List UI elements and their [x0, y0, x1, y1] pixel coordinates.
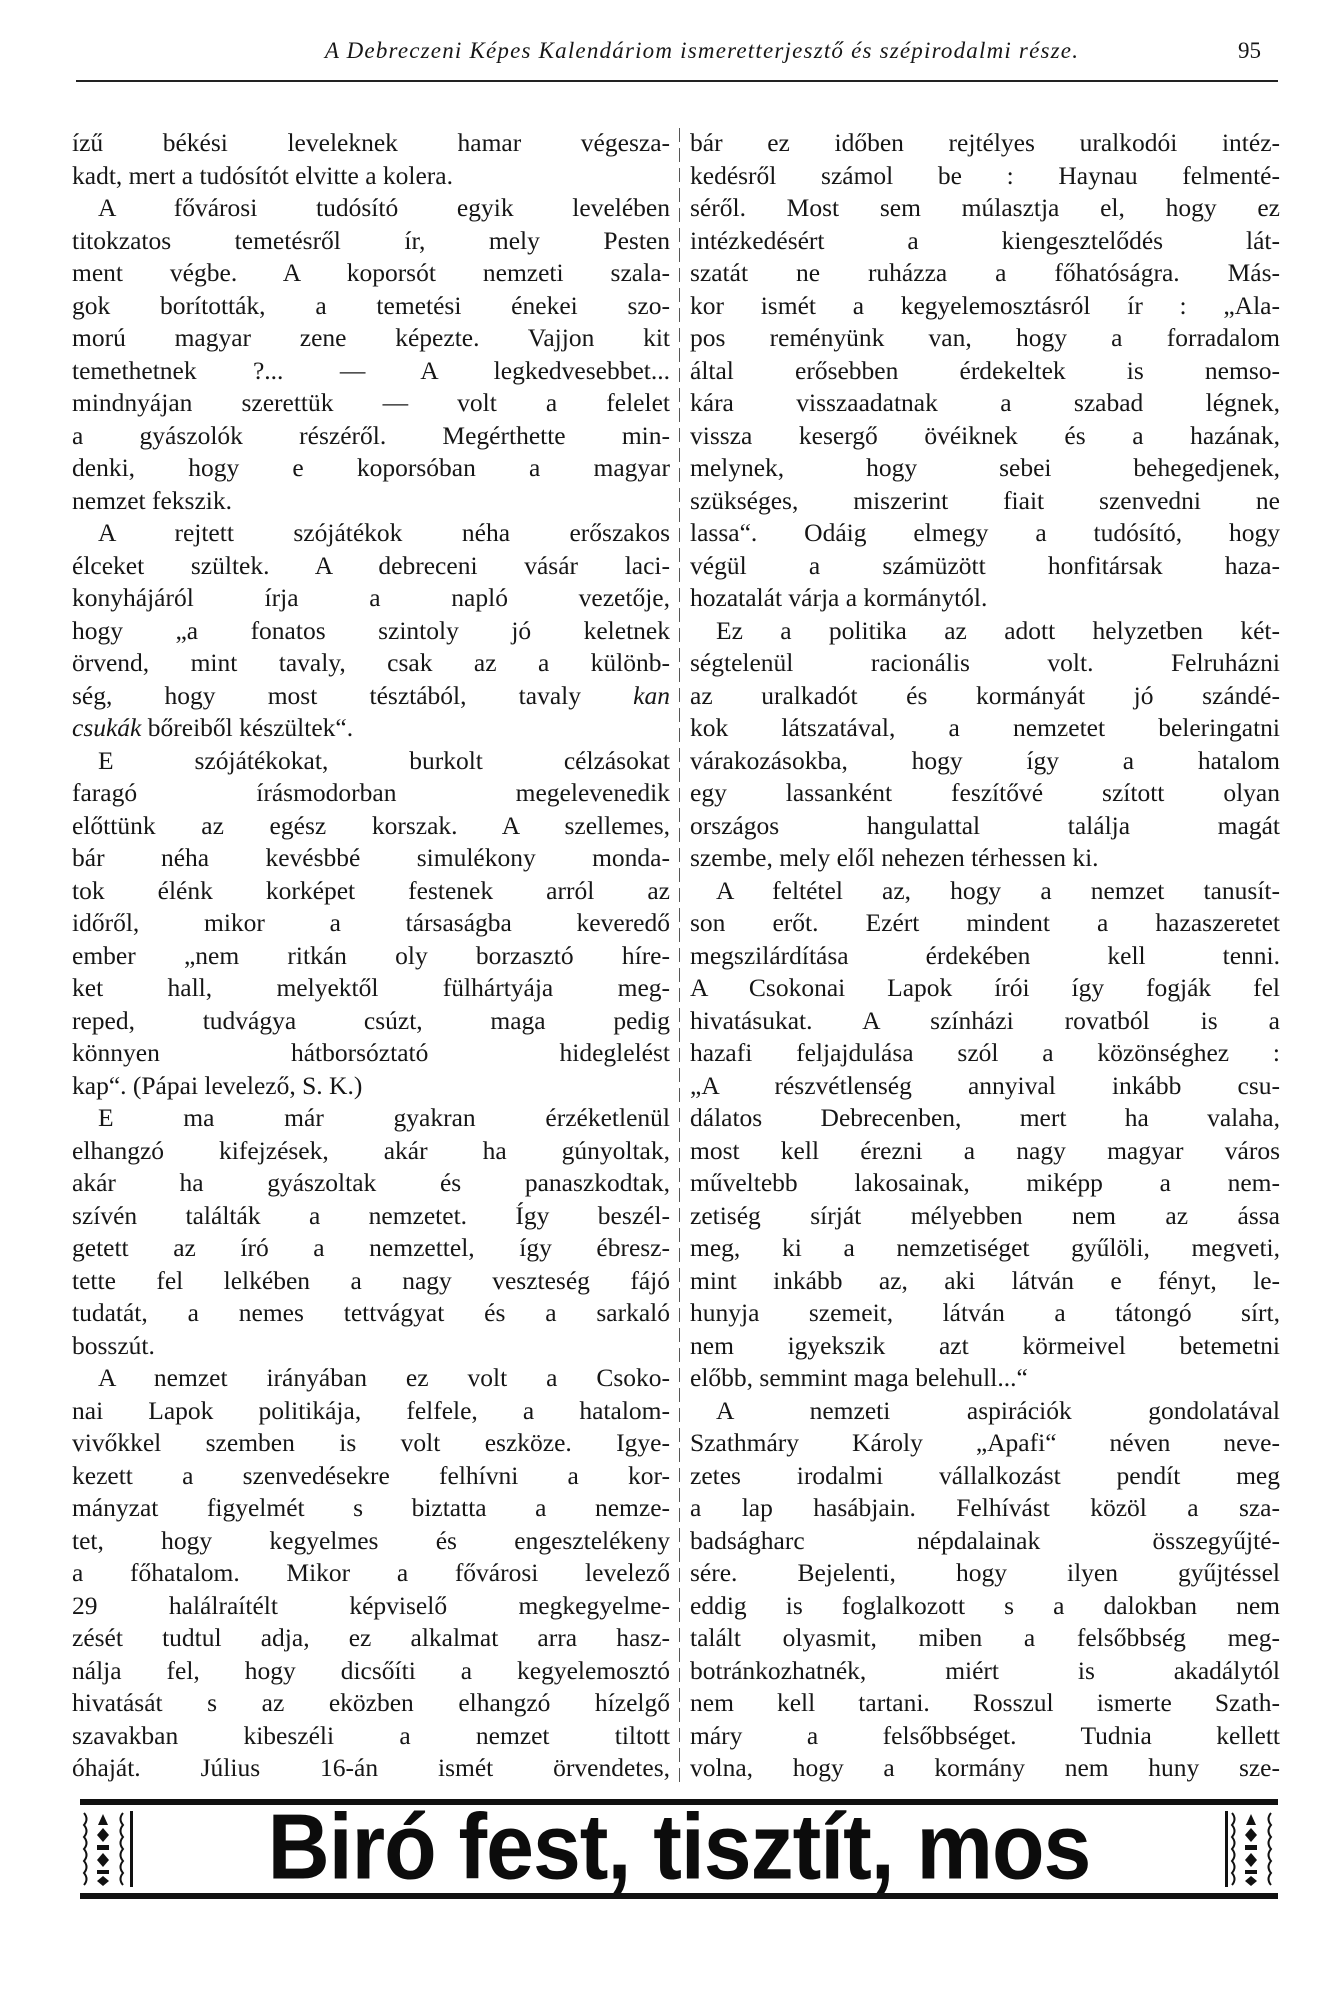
column-divider — [679, 128, 680, 1788]
text-line: botránkozhatnék, miért is akadálytól — [690, 1655, 1280, 1685]
text-line: tet, hogy kegyelmes és engesztelékeny — [72, 1525, 670, 1555]
text-line: titokzatos temetésről ír, mely Pesten — [72, 225, 670, 255]
page-number: 95 — [1238, 38, 1261, 63]
text-line: A nemzet irányában ez volt a Csoko- — [98, 1363, 670, 1392]
text-line: tok élénk korképet festenek arról az — [72, 875, 670, 905]
text-line: országos hangulattal találja magát — [690, 810, 1280, 840]
text-line: nemzet fekszik. — [72, 485, 233, 515]
text-line: pos reményünk van, hogy a forradalom — [690, 323, 1280, 352]
text-line: ember „nem ritkán oly borzasztó híre- — [72, 940, 670, 970]
text-line: zését tudtul adja, ez alkalmat arra hasz- — [72, 1623, 670, 1652]
right-column — [690, 127, 1280, 1785]
text-line: denki, hogy e koporsóban a magyar — [72, 453, 670, 482]
text-line: nai Lapok politikája, felfele, a hatalom- — [72, 1395, 670, 1425]
text-line: zetes irodalmi vállalkozást pendít meg — [690, 1460, 1280, 1490]
text-line: tudatát, a nemes tettvágyat és a sarkaló — [72, 1298, 670, 1327]
text-line: nem igyekszik azt körmeivel betemetni — [690, 1330, 1280, 1360]
advertisement-banner — [80, 1795, 1278, 1899]
text-line: most kell érezni a nagy magyar város — [690, 1135, 1280, 1165]
text-line: kap“. (Pápai levelező, S. K.) — [72, 1070, 363, 1100]
advertisement-slogan: Biró fest, tisztít, mos — [267, 1795, 1091, 1899]
text-line: ízű békési leveleknek hamar végesza- — [72, 128, 670, 157]
text-line: E szójátékokat, burkolt célzásokat — [98, 745, 670, 775]
text-line: morú magyar zene képezte. Vajjon kit — [72, 323, 670, 352]
text-line: faragó írásmodorban megelevenedik — [72, 778, 670, 807]
text-line: örvend, mint tavaly, csak az a különb- — [72, 648, 670, 677]
text-line: A Csokonai Lapok írói így fogják fel — [690, 973, 1280, 1002]
text-line: bár néha kevésbbé simulékony monda- — [72, 843, 670, 872]
text-line: ket hall, melyektől fülhártyája meg- — [72, 973, 670, 1002]
text-line: ségtelenül racionális volt. Felruházni — [690, 648, 1280, 677]
text-line: gok borították, a temetési énekei szo- — [72, 290, 670, 320]
running-head — [0, 38, 1338, 72]
text-line: szatát ne ruházza a főhatóságra. Más- — [690, 258, 1280, 287]
text-line: A rejtett szójátékok néha erőszakos — [98, 518, 670, 547]
text-line: ség, hogy most tésztából, tavaly kan — [72, 680, 670, 710]
ornament-border-left-icon — [80, 1811, 133, 1887]
text-line: műveltebb lakosainak, miképp a nem- — [690, 1168, 1280, 1197]
text-line: a gyászolók részéről. Megérthette min- — [72, 420, 670, 450]
text-line: kezett a szenvedésekre felhívni a kor- — [72, 1460, 670, 1490]
text-line: „A részvétlenség annyival inkább csu- — [690, 1070, 1280, 1100]
text-line: A feltétel az, hogy a nemzet tanusít- — [716, 875, 1280, 905]
text-line: badságharc népdalainak összegyűjté- — [690, 1525, 1280, 1555]
text-line: mint inkább az, aki látván e fényt, le- — [690, 1265, 1280, 1295]
text-line: élceket szültek. A debreceni vásár laci- — [72, 550, 670, 580]
text-line: eddig is foglalkozott s a dalokban nem — [690, 1590, 1280, 1620]
text-line: lassa“. Odáig elmegy a tudósító, hogy — [690, 518, 1280, 547]
running-title: A Debreczeni Képes Kalendáriom ismeretterjesztő és szépirodalmi része. — [324, 38, 1080, 63]
text-line: Szathmáry Károly „Apafi“ néven neve- — [690, 1428, 1280, 1457]
text-line: egy lassanként feszítővé szított olyan — [690, 778, 1280, 807]
text-line: talált olyasmit, miben a felsőbbség meg- — [690, 1623, 1280, 1652]
text-line: szívén találták a nemzetet. Így beszél- — [72, 1200, 670, 1230]
header-rule — [76, 80, 1278, 82]
text-line: máry a felsőbbséget. Tudnia kellett — [690, 1720, 1280, 1750]
text-line: reped, tudvágya csúzt, maga pedig — [72, 1005, 670, 1035]
text-line: óhaját. Július 16-án ismét örvendetes, — [72, 1753, 670, 1782]
text-line: nálja fel, hogy dicsőíti a kegyelemosztó — [72, 1655, 670, 1685]
text-line: könnyen hátborsóztató hideglelést — [72, 1038, 670, 1067]
text-line: kor ismét a kegyelemosztásról ír : „Ala- — [690, 290, 1280, 320]
text-line: kára visszaadatnak a szabad légnek, — [690, 388, 1280, 417]
text-line: időről, mikor a társaságba keveredő — [72, 908, 670, 937]
text-line: szavakban kibeszéli a nemzet tiltott — [72, 1720, 670, 1750]
text-line: bár ez időben rejtélyes uralkodói intéz- — [690, 128, 1280, 157]
left-column — [72, 127, 670, 1785]
text-line: hivatását s az eközben elhangzó hízelgő — [72, 1688, 670, 1717]
ornament-border-right-icon — [1225, 1811, 1278, 1887]
text-line: mányzat figyelmét s biztatta a nemze- — [72, 1493, 670, 1522]
text-line: előbb, semmint maga belehull...“ — [690, 1363, 1028, 1392]
text-line: tette fel lelkében a nagy veszteség fájó — [72, 1265, 670, 1295]
text-line: vissza kesergő övéiknek és a hazának, — [690, 420, 1280, 450]
text-line: várakozásokba, hogy így a hatalom — [690, 745, 1280, 775]
text-line: intézkedésért a kiengesztelődés lát- — [690, 225, 1280, 255]
text-line: hunyja szemeit, látván a tátongó sírt, — [690, 1298, 1280, 1327]
text-line: szükséges, miszerint fiait szenvedni ne — [690, 485, 1280, 515]
text-line: volna, hogy a kormány nem huny sze- — [690, 1753, 1280, 1782]
text-line: csukák bőreiből készültek“. — [72, 713, 354, 742]
text-line: melynek, hogy sebei behegedjenek, — [690, 453, 1280, 482]
text-line: a főhatalom. Mikor a fővárosi levelező — [72, 1558, 670, 1587]
text-line: son erőt. Ezért mindent a hazaszeretet — [690, 908, 1280, 937]
text-line: dálatos Debrecenben, mert ha valaha, — [690, 1103, 1280, 1132]
text-line: zetiség sírját mélyebben nem az ássa — [690, 1200, 1280, 1230]
text-line: 29 halálraítélt képviselő megkegyelme- — [72, 1590, 670, 1620]
text-line: séről. Most sem múlasztja el, hogy ez — [690, 193, 1280, 222]
text-line: temethetnek ?... — A legkedvesebbet... — [72, 355, 670, 385]
text-line: Ez a politika az adott helyzetben két- — [716, 615, 1280, 645]
text-line: szembe, mely elől nehezen térhessen ki. — [690, 843, 1099, 872]
text-line: az uralkadót és kormányát jó szándé- — [690, 680, 1280, 710]
text-line: nem kell tartani. Rosszul ismerte Szath- — [690, 1688, 1280, 1717]
text-line: kedésről számol be : Haynau felmenté- — [690, 160, 1280, 190]
text-line: hazafi feljajdulása szól a közönséghez : — [690, 1038, 1280, 1067]
text-line: E ma már gyakran érzéketlenül — [98, 1103, 670, 1132]
text-line: getett az író a nemzettel, így ébresz- — [72, 1233, 670, 1262]
text-line: bosszút. — [72, 1330, 155, 1360]
text-line: előttünk az egész korszak. A szellemes, — [72, 810, 670, 840]
text-line: kok látszatával, a nemzetet beleringatni — [690, 713, 1280, 742]
text-line: elhangzó kifejzések, akár ha gúnyoltak, — [72, 1135, 670, 1165]
text-line: a lap hasábjain. Felhívást közöl a sza- — [690, 1493, 1280, 1522]
text-line: A fővárosi tudósító egyik levelében — [98, 193, 670, 222]
text-line: megszilárdítása érdekében kell tenni. — [690, 940, 1280, 970]
text-line: akár ha gyászoltak és panaszkodtak, — [72, 1168, 670, 1197]
text-line: által erősebben érdekeltek is nemso- — [690, 355, 1280, 385]
text-line: végül a számüzött honfitársak haza- — [690, 550, 1280, 580]
text-line: hivatásukat. A színházi rovatból is a — [690, 1005, 1280, 1035]
text-line: hozatalát várja a kormánytól. — [690, 583, 988, 612]
text-line: vivőkkel szemben is volt eszköze. Igye- — [72, 1428, 670, 1457]
text-line: hogy „a fonatos szintoly jó keletnek — [72, 615, 670, 645]
text-line: mindnyájan szerettük — volt a felelet — [72, 388, 670, 417]
text-line: A nemzeti aspirációk gondolatával — [716, 1395, 1280, 1425]
text-line: kadt, mert a tudósítót elvitte a kolera. — [72, 160, 453, 190]
text-line: konyhájáról írja a napló vezetője, — [72, 583, 670, 612]
text-line: sére. Bejelenti, hogy ilyen gyűjtéssel — [690, 1558, 1280, 1587]
text-line: ment végbe. A koporsót nemzeti szala- — [72, 258, 670, 287]
text-line: meg, ki a nemzetiséget gyűlöli, megveti, — [690, 1233, 1280, 1262]
